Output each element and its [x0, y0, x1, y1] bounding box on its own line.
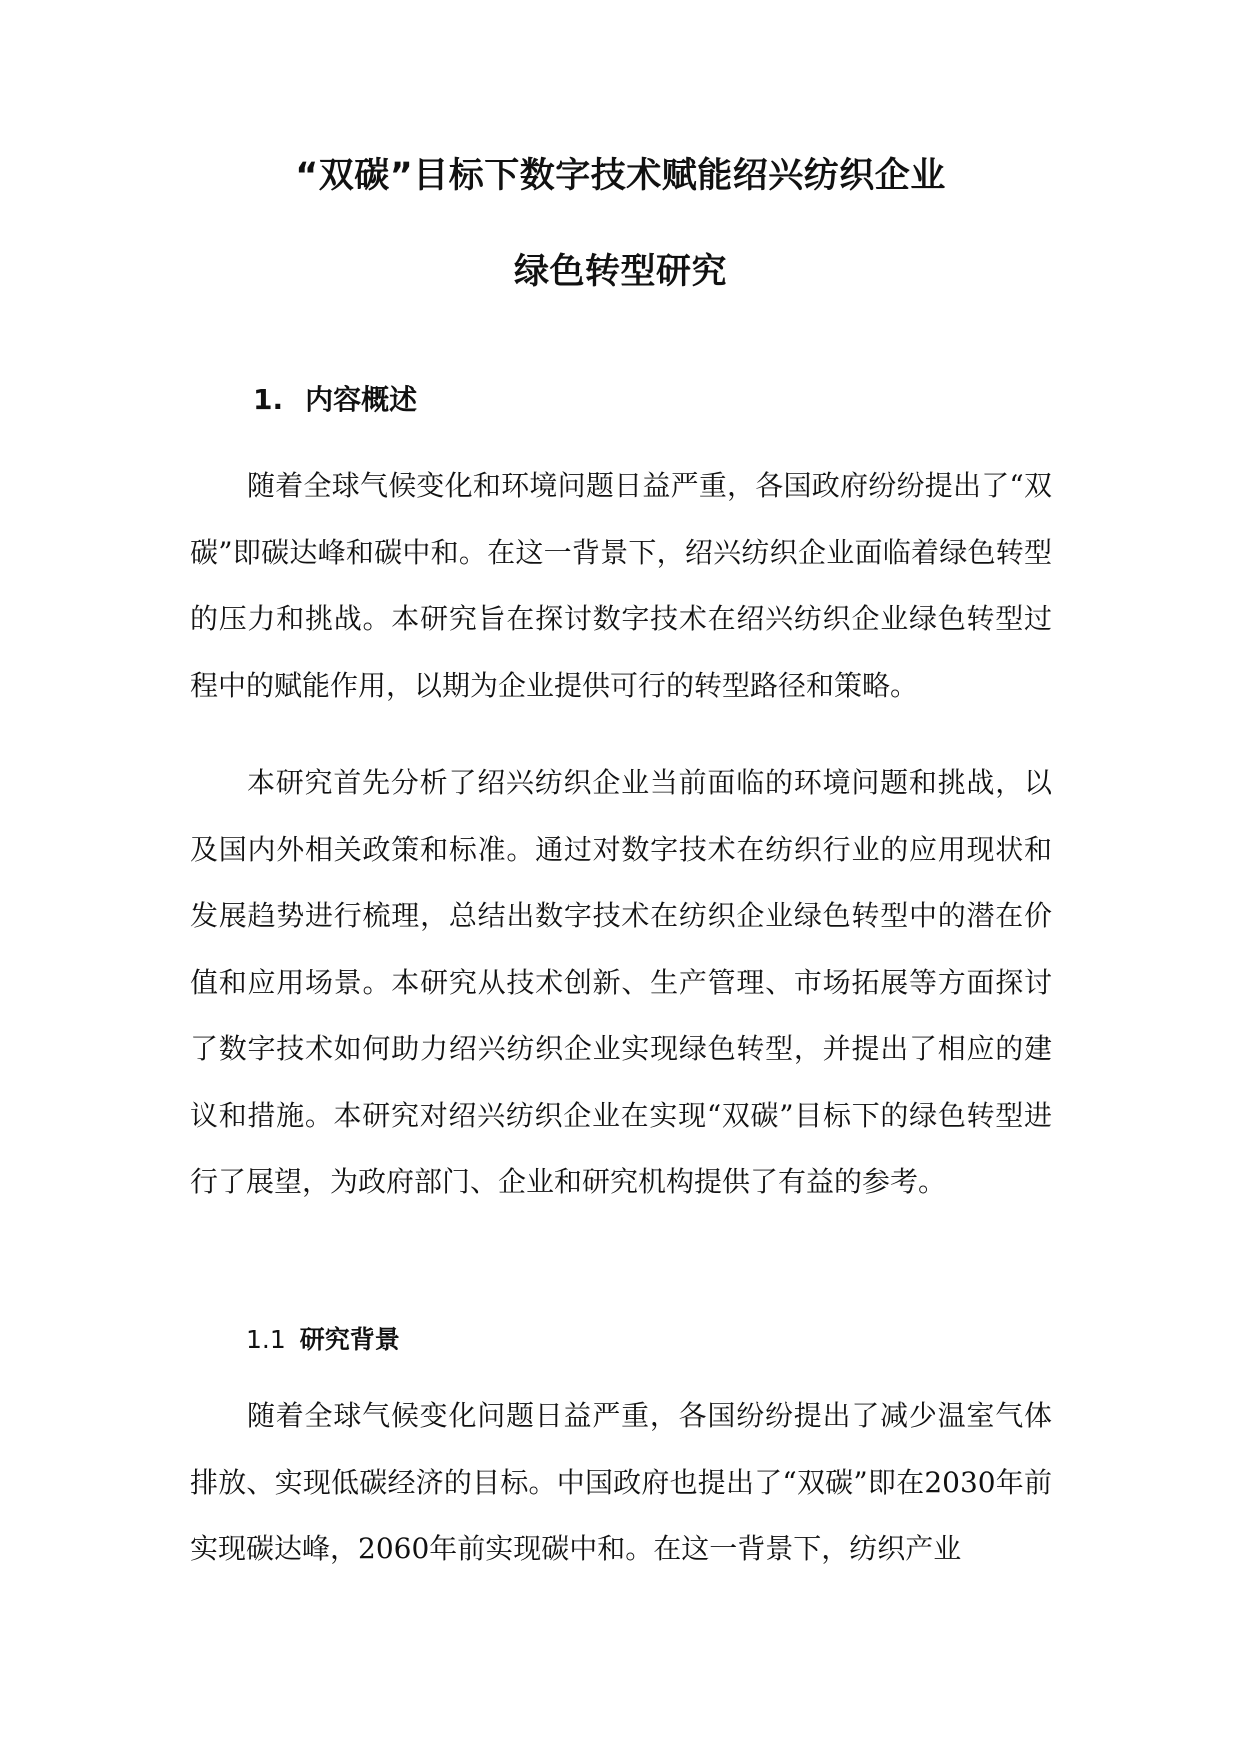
subsection-heading-1-1 — [246, 1322, 400, 1358]
body-paragraph-3: 随着全球气候变化问题日益严重，各国纷纷提出了减少温室气体排放、实现低碳经济的目标。中国政府也提出了“双碳”即在2030年前实现碳达峰，2060年前实现碳中和。在这一背景下，纺织产业 — [190, 1399, 1052, 1565]
document-title-line-1: “双碳”目标下数字技术赋能绍兴纺织企业 — [295, 156, 946, 196]
body-paragraph-1: 随着全球气候变化和环境问题日益严重，各国政府纷纷提出了“双碳”即碳达峰和碳中和。在这一背景下，绍兴纺织企业面临着绿色转型的压力和挑战。本研究旨在探讨数字技术在绍兴纺织企业绿色转型过程中的赋能作用，以期为企业提供可行的转型路径和策略。 — [190, 469, 1052, 702]
document-title-line-2: 绿色转型研究 — [513, 252, 727, 292]
section-title: 内容概述 — [305, 383, 418, 416]
section-number: 1. — [253, 383, 284, 416]
subsection-title: 研究背景 — [299, 1325, 400, 1354]
subsection-number: 1.1 — [246, 1325, 286, 1354]
body-paragraph-2: 本研究首先分析了绍兴纺织企业当前面临的环境问题和挑战，以及国内外相关政策和标准。通过对数字技术在纺织行业的应用现状和发展趋势进行梳理，总结出数字技术在纺织企业绿色转型中的潜在价值和应用场景。本研究从技术创新、生产管理、市场拓展等方面探讨了数字技术如何助力绍兴纺织企业实现绿色转型，并提出了相应的建议和措施。本研究对绍兴纺织企业在实现“双碳”目标下的绿色转型进行了展望，为政府部门、企业和研究机构提供了有益的参考。 — [190, 766, 1052, 1198]
section-heading-1 — [253, 380, 417, 420]
